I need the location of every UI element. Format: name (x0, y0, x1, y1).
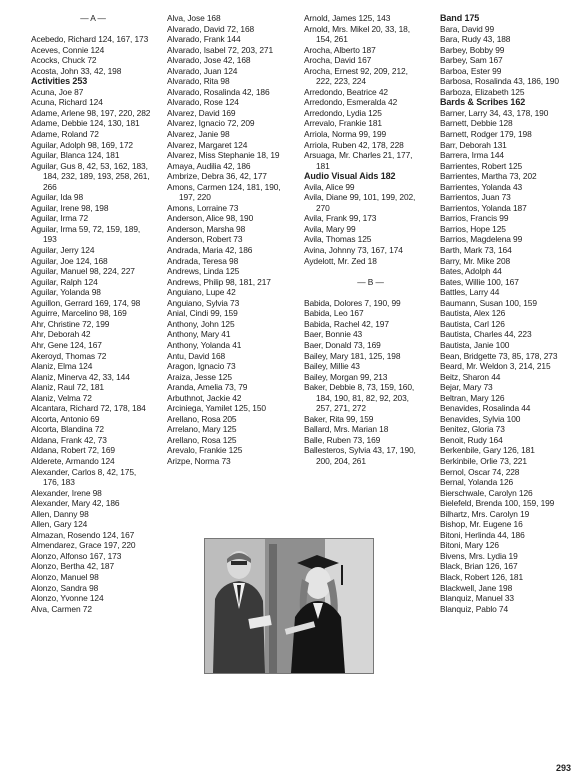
index-entry: Bean, Bridgette 73, 85, 178, 273 (440, 350, 558, 361)
index-entry: Bailey, Millie 43 (304, 361, 360, 372)
index-entry: Barrientes, Martha 73, 202 (440, 171, 537, 182)
photo-image (205, 539, 373, 673)
index-column-3 (304, 13, 437, 467)
index-entry: Battles, Larry 44 (440, 287, 500, 298)
index-entry: Barrientes, Yolanda 43 (440, 181, 523, 192)
index-entry: Alvarado, Rose 124 (167, 97, 239, 108)
index-entry: Barr, Deborah 131 (440, 139, 507, 150)
index-entry: Bautista, Janie 100 (440, 339, 510, 350)
index-entry: Arriola, Ruben 42, 178, 228 (304, 139, 404, 150)
index-entry: Alaniz, Elma 124 (31, 361, 93, 372)
index-entry: Black, Robert 126, 181 (440, 571, 523, 582)
index-section-heading: Audio Visual Aids 182 (304, 171, 396, 182)
index-entry: Aldana, Frank 42, 73 (31, 434, 107, 445)
index-entry: Bernal, Yolanda 126 (440, 477, 514, 488)
index-entry: Acuna, Joe 87 (31, 86, 84, 97)
index-entry: Barrios, Francis 99 (440, 213, 509, 224)
index-entry: Barrios, Magdelena 99 (440, 234, 523, 245)
index-entry: Adame, Debbie 124, 130, 181 (31, 118, 140, 129)
index-entry: Ahr, Deborah 42 (31, 329, 91, 340)
index-entry: Aldana, Robert 72, 169 (31, 445, 115, 456)
index-entry: Arnold, Mrs. Mikel 20, 33, 18, (304, 23, 410, 34)
index-entry: Arocha, David 167 (304, 55, 372, 66)
index-entry: 176, 183 (43, 477, 75, 488)
index-entry: Bierschwale, Carolyn 126 (440, 487, 533, 498)
index-entry: Baumann, Susan 100, 159 (440, 297, 537, 308)
index-entry: Arrelano, Mary 125 (167, 424, 237, 435)
index-entry: Antu, David 168 (167, 350, 226, 361)
index-entry: Alvarado, Rita 98 (167, 76, 230, 87)
index-entry: Bara, Rudy 43, 188 (440, 34, 511, 45)
index-entry: Acebedo, Richard 124, 167, 173 (31, 34, 149, 45)
index-entry: Alvarez, Ignacio 72, 209 (167, 118, 255, 129)
index-entry: 184, 190, 81, 82, 92, 203, (316, 392, 409, 403)
index-entry: Alaniz, Minerva 42, 33, 144 (31, 371, 130, 382)
index-entry: Aguilar, Yolanda 98 (31, 287, 101, 298)
index-entry: Arevalo, Frankie 125 (167, 445, 243, 456)
index-entry: Amons, Carmen 124, 181, 190, (167, 181, 281, 192)
index-entry: Aguilar, Manuel 98, 224, 227 (31, 266, 135, 277)
index-entry: Aguilar, Irma 72 (31, 213, 89, 224)
index-entry: Akeroyd, Thomas 72 (31, 350, 107, 361)
index-entry: Barrientos, Juan 73 (440, 192, 511, 203)
index-entry: Babida, Dolores 7, 190, 99 (304, 297, 401, 308)
index-letter-divider: — B — (357, 276, 384, 287)
index-entry: Acocks, Chuck 72 (31, 55, 97, 66)
index-entry (304, 266, 437, 277)
index-entry: Alaniz, Raul 72, 181 (31, 382, 104, 393)
index-entry: Arizpe, Norma 73 (167, 455, 231, 466)
index-entry: Baker, Debbie 8, 73, 159, 160, (304, 382, 415, 393)
index-entry: Bishop, Mr. Eugene 16 (440, 519, 523, 530)
index-entry: Bautista, Alex 126 (440, 308, 506, 319)
index-entry: Arriola, Norma 99, 199 (304, 129, 387, 140)
graduation-photo (204, 538, 374, 674)
index-entry: Arredondo, Lydia 125 (304, 107, 382, 118)
index-entry: Arredondo, Beatrice 42 (304, 86, 388, 97)
index-entry: Alvarado, Jose 42, 168 (167, 55, 251, 66)
index-entry: Adame, Arlene 98, 197, 220, 282 (31, 107, 151, 118)
index-entry: Bautista, Charles 44, 223 (440, 329, 532, 340)
index-entry: Balle, Ruben 73, 169 (304, 434, 381, 445)
page-number: 293 (555, 763, 571, 773)
index-entry: Andrews, Philip 98, 181, 217 (167, 276, 271, 287)
index-entry: Alonzo, Bertha 42, 187 (31, 561, 115, 572)
index-entry: Aranda, Amelia 73, 79 (167, 382, 248, 393)
index-entry: Ahr, Christine 72, 199 (31, 318, 110, 329)
index-entry: Alva, Carmen 72 (31, 603, 92, 614)
index-entry: Barbey, Bobby 99 (440, 44, 505, 55)
index-entry: Blanquiz, Manuel 33 (440, 593, 514, 604)
index-entry: Arsuaga, Mr. Charles 21, 177, (304, 150, 413, 161)
index-entry: Alonzo, Alfonso 167, 173 (31, 550, 122, 561)
index-entry: Bailey, Morgan 99, 213 (304, 371, 388, 382)
index-entry: Barrios, Hope 125 (440, 223, 506, 234)
index-section-heading: Activities 253 (31, 76, 88, 87)
index-entry: Alvarado, David 72, 168 (167, 23, 255, 34)
index-entry: Arellano, Rosa 125 (167, 434, 237, 445)
index-entry: Bilhartz, Mrs. Carolyn 19 (440, 508, 530, 519)
index-entry: Aguilar, Ralph 124 (31, 276, 98, 287)
index-entry: Aguilar, Ida 98 (31, 192, 84, 203)
index-entry: Barnett, Debbie 128 (440, 118, 513, 129)
index-entry: Alvarez, Janie 98 (167, 129, 230, 140)
index-entry: Bernol, Oscar 74, 228 (440, 466, 520, 477)
index-entry: Bara, David 99 (440, 23, 494, 34)
index-entry: Anguiano, Lupe 42 (167, 287, 236, 298)
index-entry: Ambrize, Debra 36, 42, 177 (167, 171, 267, 182)
index-entry: Anderson, Marsha 98 (167, 223, 246, 234)
index-entry: Adame, Roland 72 (31, 129, 99, 140)
index-entry: Bivens, Mrs. Lydia 19 (440, 550, 518, 561)
index-entry: Alderete, Armando 124 (31, 455, 115, 466)
index-entry: Alvarado, Rosalinda 42, 186 (167, 86, 270, 97)
index-entry: Anderson, Robert 73 (167, 234, 243, 245)
index-entry: Barner, Larry 34, 43, 178, 190 (440, 107, 549, 118)
index-entry: Aguillon, Gerrard 169, 174, 98 (31, 297, 141, 308)
index-entry: Ahr, Gene 124, 167 (31, 339, 102, 350)
index-entry: Andrada, Maria 42, 186 (167, 245, 253, 256)
index-column-1 (31, 13, 155, 614)
index-entry: Blanquiz, Pablo 74 (440, 603, 509, 614)
index-entry: Ballesteros, Sylvia 43, 17, 190, (304, 445, 416, 456)
index-entry: Babida, Rachel 42, 197 (304, 318, 389, 329)
index-entry: Avina, Johnny 73, 167, 174 (304, 245, 403, 256)
index-entry: Alaniz, Velma 72 (31, 392, 92, 403)
index-entry: Anthony, John 125 (167, 318, 235, 329)
index-entry: Blackwell, Jane 198 (440, 582, 513, 593)
index-entry: Aceves, Connie 124 (31, 44, 105, 55)
index-entry: Avila, Alice 99 (304, 181, 355, 192)
index-entry: Beard, Mr. Weldon 3, 214, 215 (440, 361, 551, 372)
index-entry: Alcorta, Antonio 69 (31, 413, 100, 424)
index-entry: Arocha, Ernest 92, 209, 212, (304, 65, 408, 76)
index-entry: Berkinbile, Orlie 73, 221 (440, 455, 527, 466)
index-entry: Aguilar, Joe 124, 168 (31, 255, 108, 266)
index-entry: Aguirre, Marcelino 98, 169 (31, 308, 127, 319)
index-entry: Alvarado, Isabel 72, 203, 271 (167, 44, 274, 55)
index-entry: Alexander, Irene 98 (31, 487, 102, 498)
index-entry: Allen, Gary 124 (31, 519, 88, 530)
index-entry: Arnold, James 125, 143 (304, 13, 391, 23)
index-entry: Almendarez, Grace 197, 220 (31, 540, 136, 551)
index-entry: Beltran, Mary 126 (440, 392, 505, 403)
index-entry: 197, 220 (179, 192, 211, 203)
index-entry: Alvarado, Frank 144 (167, 34, 241, 45)
index-entry: Benavides, Rosalinda 44 (440, 403, 531, 414)
index-entry: Barboza, Elizabeth 125 (440, 86, 525, 97)
index-entry: Ballard, Mrs. Marian 18 (304, 424, 389, 435)
index-entry: Baer, Bonnie 43 (304, 329, 363, 340)
index-entry: Aguilar, Jerry 124 (31, 245, 95, 256)
index-entry: Almazan, Rosendo 124, 167 (31, 529, 135, 540)
index-entry: Aguilar, Adolph 98, 169, 172 (31, 139, 133, 150)
index-entry: Barbosa, Rosalinda 43, 186, 190 (440, 76, 559, 87)
index-entry: Aguilar, Blanca 124, 181 (31, 150, 120, 161)
index-entry: Barth, Mark 73, 164 (440, 245, 512, 256)
index-entry: 193 (43, 234, 57, 245)
index-entry: Bates, Adolph 44 (440, 266, 502, 277)
index-entry: Black, Brian 126, 167 (440, 561, 518, 572)
index-entry: Allen, Danny 98 (31, 508, 89, 519)
index-entry (31, 24, 155, 35)
index-entry: Acosta, John 33, 42, 198 (31, 65, 122, 76)
index-entry: Aguilar, Irene 98, 198 (31, 202, 109, 213)
index-entry: Berkenbile, Gary 126, 181 (440, 445, 535, 456)
index-entry: Alvarado, Juan 124 (167, 65, 238, 76)
index-entry: Alvarez, Margaret 124 (167, 139, 248, 150)
index-entry: Aydelott, Mr. Zed 18 (304, 255, 377, 266)
index-entry (304, 287, 437, 298)
index-entry: Barbey, Sam 167 (440, 55, 503, 66)
index-entry: Barboa, Ester 99 (440, 65, 502, 76)
index-entry: Arellano, Rosa 205 (167, 413, 237, 424)
index-entry: 200, 204, 261 (316, 455, 366, 466)
index-entry: Alonzo, Manuel 98 (31, 571, 99, 582)
index-entry: Baker, Rita 99, 159 (304, 413, 374, 424)
index-entry: Anial, Cindi 99, 159 (167, 308, 238, 319)
index-entry: Arrevalo, Frankie 181 (304, 118, 382, 129)
index-entry: Avila, Mary 99 (304, 223, 356, 234)
index-entry: Avila, Diane 99, 101, 199, 202, (304, 192, 416, 203)
index-entry: 270 (316, 202, 330, 213)
index-entry: Acuna, Richard 124 (31, 97, 103, 108)
index-entry: Arredondo, Esmeralda 42 (304, 97, 398, 108)
index-entry: Andrada, Teresa 98 (167, 255, 239, 266)
index-entry: Arbuthnot, Jackie 42 (167, 392, 242, 403)
index-entry: Aragon, Ignacio 73 (167, 361, 236, 372)
index-entry: Babida, Leo 167 (304, 308, 364, 319)
index-entry: 184, 232, 189, 193, 258, 261, (43, 171, 150, 182)
index-column-4 (440, 13, 572, 614)
index-entry: Bailey, Mary 181, 125, 198 (304, 350, 401, 361)
index-entry: 181 (316, 160, 330, 171)
index-entry: Bitoni, Mary 126 (440, 540, 499, 551)
index-letter-divider: — A — (80, 13, 106, 23)
index-entry: Barrera, Irma 144 (440, 150, 504, 161)
index-entry: Alexander, Mary 42, 186 (31, 498, 120, 509)
index-entry: Arciniega, Yamilet 125, 150 (167, 403, 266, 414)
index-entry: Bielefeld, Brenda 100, 159, 199 (440, 498, 555, 509)
index-entry: Bates, Willie 100, 167 (440, 276, 519, 287)
index-entry: Benoit, Rudy 164 (440, 434, 503, 445)
index-entry: Aguilar, Gus 8, 42, 53, 162, 183, (31, 160, 148, 171)
index-entry: Barrientes, Robert 125 (440, 160, 523, 171)
index-entry: Alonzo, Yvonne 124 (31, 593, 104, 604)
index-entry: Alvarez, Miss Stephanie 18, 19 (167, 150, 280, 161)
index-entry: 266 (43, 181, 57, 192)
index-section-heading: Bards & Scribes 162 (440, 97, 526, 108)
index-entry: Alva, Jose 168 (167, 13, 221, 23)
index-entry: Barrientos, Yolanda 187 (440, 202, 527, 213)
index-entry: Bejar, Mary 73 (440, 382, 493, 393)
index-entry: Amaya, Audilia 42, 186 (167, 160, 251, 171)
index-entry: Amons, Lorraine 73 (167, 202, 239, 213)
index-entry: Bitoni, Herlinda 44, 186 (440, 529, 525, 540)
index-entry: Alonzo, Sandra 98 (31, 582, 99, 593)
index-entry: Andrews, Linda 125 (167, 266, 240, 277)
index-entry: Benitez, Gloria 73 (440, 424, 505, 435)
index-column-2 (167, 13, 297, 467)
index-entry: 257, 271, 272 (316, 403, 366, 414)
index-entry: Bautista, Carl 126 (440, 318, 505, 329)
index-entry: Baer, Donald 73, 169 (304, 339, 381, 350)
index-section-heading: Band 175 (440, 13, 480, 23)
index-entry: Anthony, Mary 41 (167, 329, 231, 340)
index-entry: Beitz, Sharon 44 (440, 371, 501, 382)
index-entry: Alvarez, David 169 (167, 107, 236, 118)
index-entry: Avila, Thomas 125 (304, 234, 372, 245)
index-entry: Arocha, Alberto 187 (304, 44, 376, 55)
index-entry: 222, 223, 224 (316, 76, 366, 87)
index-entry: Alexander, Carlos 8, 42, 175, (31, 466, 137, 477)
index-entry: Benavides, Sylvia 100 (440, 413, 521, 424)
index-entry: Alcantara, Richard 72, 178, 184 (31, 403, 146, 414)
index-entry: Barnett, Rodger 179, 198 (440, 129, 532, 140)
index-entry: Avila, Frank 99, 173 (304, 213, 377, 224)
index-entry: Anderson, Alice 98, 190 (167, 213, 254, 224)
index-entry: Anguiano, Sylvia 73 (167, 297, 240, 308)
index-entry: 154, 261 (316, 34, 348, 45)
index-entry: Anthony, Yolanda 41 (167, 339, 242, 350)
index-entry: Aguilar, Irma 59, 72, 159, 189, (31, 223, 141, 234)
index-entry: Barry, Mr. Mike 208 (440, 255, 511, 266)
index-entry: Araiza, Jesse 125 (167, 371, 232, 382)
index-entry: Alcorta, Blandina 72 (31, 424, 104, 435)
